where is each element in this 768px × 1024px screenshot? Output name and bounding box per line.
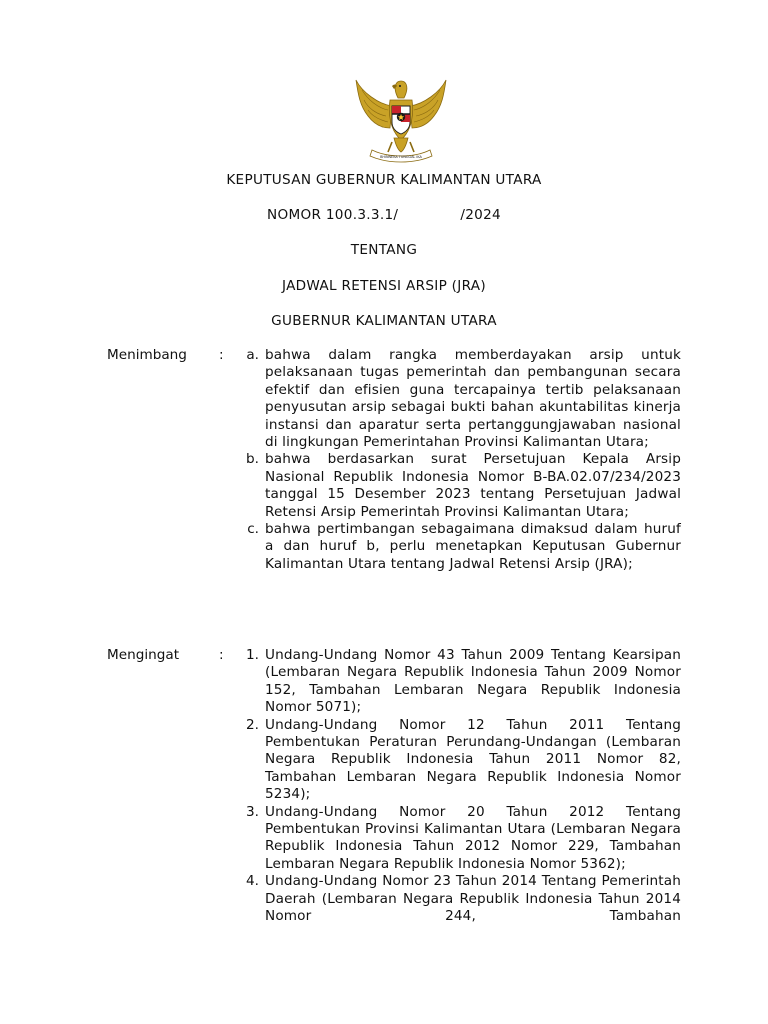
document-title: KEPUTUSAN GUBERNUR KALIMANTAN UTARA <box>226 172 542 188</box>
document-number <box>0 207 768 224</box>
mengingat-item-4 <box>231 873 683 925</box>
garuda-emblem-icon <box>348 76 454 164</box>
list-item-text: Undang-Undang Nomor 43 Tahun 2009 Tentang Kearsipan (Lembaran Negara Republik Indonesia Tahun 2009 Nomor 152, Tambahan Lembaran Negara Republik Indonesia Nomor 5071); <box>265 647 681 716</box>
list-item-text: bahwa pertimbangan sebagaimana dimaksud dalam huruf a dan huruf b, perlu menetapkan Keputusan Gubernur Kalimantan Utara tentang Jadwal Retensi Arsip (JRA); <box>265 521 681 572</box>
menimbang-label: Menimbang <box>107 347 187 363</box>
menimbang-item-b <box>231 451 683 521</box>
mengingat-item-3 <box>231 804 683 874</box>
document-number-prefix: NOMOR 100.3.3.1/ <box>267 207 399 223</box>
list-marker: 3. <box>246 803 259 820</box>
mengingat-list <box>231 647 683 926</box>
list-item-text: Undang-Undang Nomor 23 Tahun 2014 Tentang Pemerintah Daerah (Lembaran Negara Republik Indonesia Tahun 2014 Nomor 244, Tambahan <box>265 873 681 925</box>
svg-text:BHINNEKA TUNGGAL IKA: BHINNEKA TUNGGAL IKA <box>380 155 422 159</box>
list-marker: c. <box>247 521 259 538</box>
list-marker: 4. <box>246 873 259 890</box>
document-number-suffix: /2024 <box>460 207 501 223</box>
list-item-text: Undang-Undang Nomor 20 Tahun 2012 Tentang Pembentukan Provinsi Kalimantan Utara (Lembaran Negara Republik Indonesia Tahun 2012 Nomor 229, Tambahan Lembaran Negara Republik Indonesia Nomor 5362); <box>265 803 681 872</box>
list-item-text: bahwa berdasarkan surat Persetujuan Kepala Arsip Nasional Republik Indonesia Nomor B-BA.02.07/234/2023 tanggal 15 Desember 2023 tentang Persetujuan Jadwal Retensi Arsip Pemerintah Provinsi Kalimantan Utara; <box>265 451 681 520</box>
about-heading: TENTANG <box>350 242 418 258</box>
list-item-text: Undang-Undang Nomor 12 Tahun 2011 Tentang Pembentukan Peraturan Perundang-Undangan (Lembaran Negara Republik Indonesia Tahun 2011 Nomor 82, Tambahan Lembaran Negara Republik Indonesia Nomor 5234); <box>265 716 681 803</box>
mengingat-colon: : <box>219 647 224 663</box>
list-marker: a. <box>246 347 259 363</box>
list-item-text: bahwa dalam rangka memberdayakan arsip untuk pelaksanaan tugas pemerintah dan pembangunan secara efektif dan efisien guna tercapainya tertib pelaksanaan penyusutan arsip sebagai bukti bahan akuntabilitas kinerja instansi dan aparatur serta pertanggungjawaban nasional di lingkungan Pemerintahan Provinsi Kalimantan Utara; <box>265 347 681 451</box>
menimbang-item-c <box>231 521 683 573</box>
issuing-official: GUBERNUR KALIMANTAN UTARA <box>271 313 497 329</box>
list-marker: b. <box>246 451 259 468</box>
list-marker: 1. <box>246 647 259 663</box>
menimbang-item-a <box>231 347 683 451</box>
mengingat-label: Mengingat <box>107 647 180 663</box>
mengingat-item-2 <box>231 717 683 804</box>
document-subject: JADWAL RETENSI ARSIP (JRA) <box>282 278 486 294</box>
menimbang-colon: : <box>219 347 224 363</box>
menimbang-list <box>231 347 683 573</box>
mengingat-item-1 <box>231 647 683 717</box>
list-marker: 2. <box>246 716 259 733</box>
